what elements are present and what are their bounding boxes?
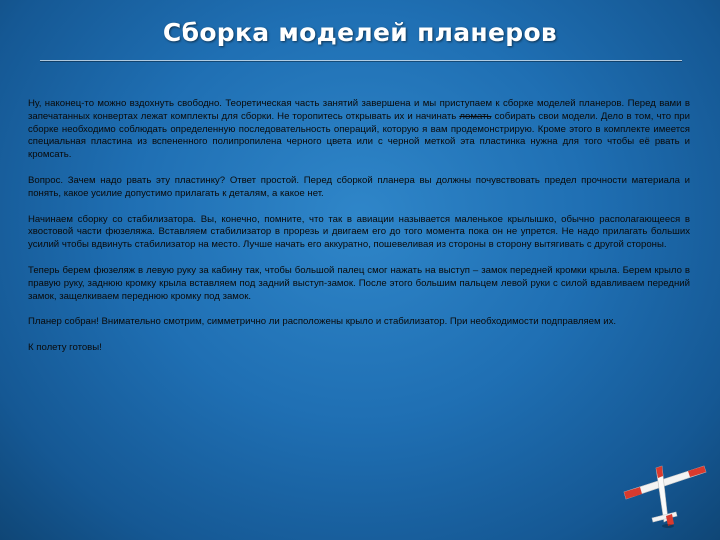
- paragraph-2: Вопрос. Зачем надо рвать эту пластинку? Ответ простой. Перед сборкой планера вы должны почувствовать предел прочности материала и понять, какое усилие допустимо прилагать к деталям, а какое нет.: [28, 174, 690, 199]
- paragraph-6: К полету готовы!: [28, 342, 102, 354]
- paragraph-5: Планер собран! Внимательно смотрим, симметрично ли расположены крыло и стабилизатор. При необходимости подправляем их.: [28, 316, 617, 328]
- strikethrough-word: ломать: [459, 110, 492, 122]
- paragraph-4: Теперь берем фюзеляж в левую руку за кабину так, чтобы большой палец смог нажать на выступ – замок передней кромки крыла. Берем крыло в правую руку, заднюю кромку крыла вставляем под задний выступ-замок. После этого большим пальцем левой руки с силой вдавливаем передний замок, защелкиваем переднюю кромку под замок.: [28, 264, 690, 302]
- paragraph-3: Начинаем сборку со стабилизатора. Вы, конечно, помните, что так в авиации называется маленькое крылышко, обычно располагающееся в хвостовой части фюзеляжа. Вставляем стабилизатор в прорезь и двигаем его до того момента пока он не упрется. Не надо прилагать больших усилий чтобы вдвинуть стабилизатор на место. Лучше начать его аккуратно, пошевеливая из стороны в сторону вытягивать с другой стороны.: [28, 213, 690, 251]
- paragraph-1: [28, 98, 690, 162]
- glider-icon: [618, 458, 708, 530]
- slide-title: Сборка моделей планеров: [162, 18, 558, 47]
- paragraph-1-text-end: собирать свои модели. Дело в том, что при сборке необходимо соблюдать определенную последовательность операций, которую я вам продемонстрирую. Кроме этого в комплекте имеется специальная пластина из вспененного полипропилена черного цвета или с черной меткой эта пластинка нужна для того чтобы её рвать и кромсать.: [28, 110, 690, 161]
- title-divider: [40, 60, 682, 61]
- paragraph-1-text-start: Ну, наконец-то можно вздохнуть свободно. Теоретическая часть занятий завершена и мы приступаем к сборке моделей планеров. Перед вами в запечатанных конвертах лежат комплекты для сборки. Не торопитесь открывать их и начинать: [28, 98, 690, 122]
- body-text: [28, 98, 690, 368]
